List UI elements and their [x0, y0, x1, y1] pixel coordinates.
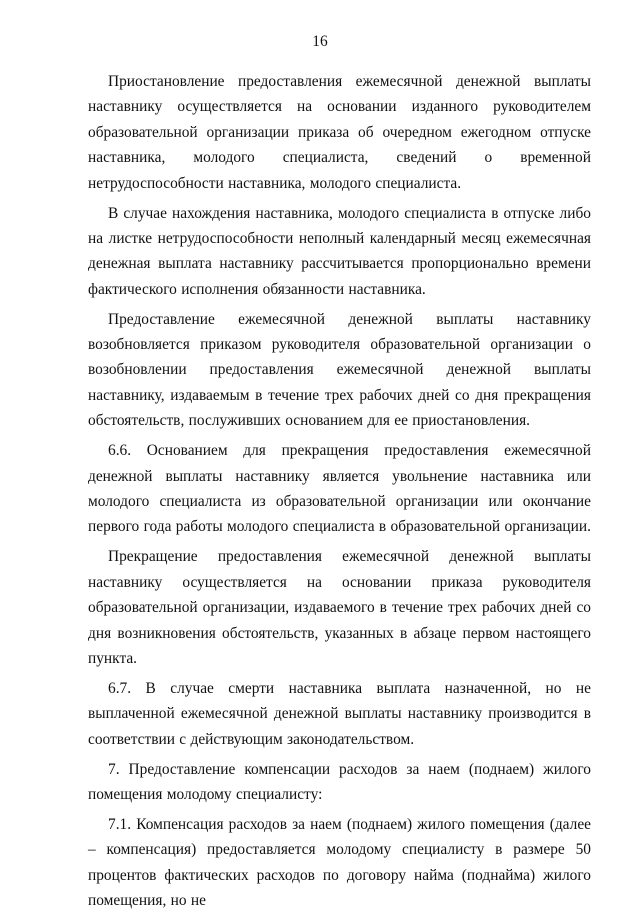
page-number: 16: [312, 33, 328, 50]
document-body: [88, 69, 591, 918]
paragraph-suspension-basis: Приостановление предоставления ежемесячной денежной выплаты наставнику осуществляется на основании изданного руководителем образовательной организации приказа об очередном ежегодном отпуске наставника, молодого специалиста, сведений о временной нетрудоспособности наставника, молодого специалиста.: [88, 73, 591, 192]
paragraph-7: 7. Предоставление компенсации расходов за наем (поднаем) жилого помещения молодому специалисту:: [88, 760, 591, 803]
paragraph-6-6: 6.6. Основанием для прекращения предоставления ежемесячной денежной выплаты наставнику является увольнение наставника или молодого специалиста из образовательной организации или окончание первого года работы молодого специалиста в образовательной организации.: [88, 442, 591, 536]
paragraph-resumption: Предоставление ежемесячной денежной выплаты наставнику возобновляется приказом руководителя образовательной организации о возобновлении предоставления ежемесячной денежной выплаты наставнику, издаваемым в течение трех рабочих дней со дня прекращения обстоятельств, послуживших основанием для ее приостановления.: [88, 310, 591, 430]
paragraph-6-7: 6.7. В случае смерти наставника выплата назначенной, но не выплаченной ежемесячной денежной выплаты наставнику производится в соответствии с действующим законодательством.: [88, 679, 591, 748]
paragraph-7-1: 7.1. Компенсация расходов за наем (поднаем) жилого помещения (далее – компенсация) предоставляется молодому специалисту в размере 50 процентов фактических расходов по договору найма (поднайма) жилого помещения, но не: [88, 815, 591, 910]
paragraph-termination: Прекращение предоставления ежемесячной денежной выплаты наставнику осуществляется на основании приказа руководителя образовательной организации, издаваемого в течение трех рабочих дней со дня возникновения обстоятельств, указанных в абзаце первом настоящего пункта.: [88, 548, 591, 667]
paragraph-partial-month: В случае нахождения наставника, молодого специалиста в отпуске либо на листке нетрудоспособности неполный календарный месяц ежемесячная денежная выплата наставнику рассчитывается пропорционально времени фактического исполнения обязанности наставника.: [88, 204, 591, 298]
